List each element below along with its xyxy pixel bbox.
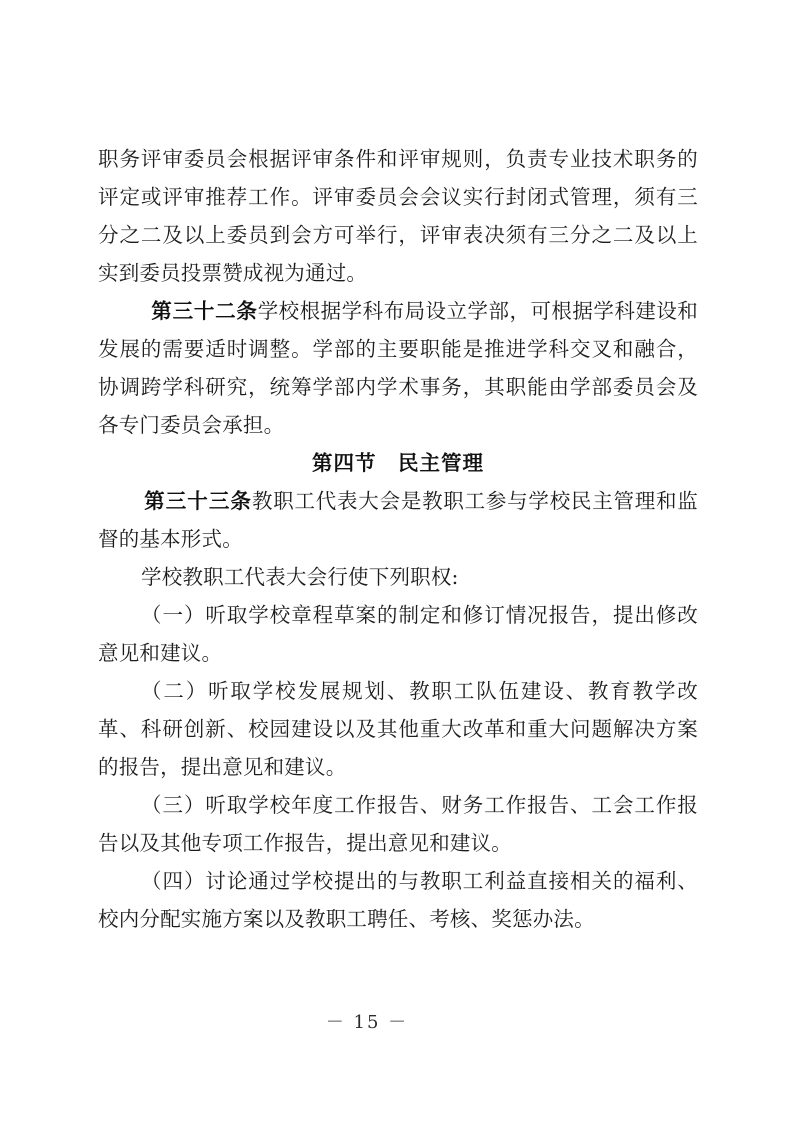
article-32-text: 学校根据学科布局设立学部，可根据学科建设和发展的需要适时调整。学部的主要职能是推进学科交叉和融合，协调跨学科研究，统筹学部内学术事务，其职能由学部委员会及各专门委员会承担。 [98, 299, 699, 437]
document-body [98, 140, 698, 938]
section-heading-4: 第四节 民主管理 [312, 451, 484, 475]
list-item-4: （四）讨论通过学校提出的与教职工利益直接相关的福利、校内分配实施方案以及教职工聘任、考核、奖惩办法。 [98, 869, 698, 931]
article-33-label: 第三十三条 [144, 489, 252, 513]
article-33-text: 教职工代表大会是教职工参与学校民主管理和监督的基本形式。 [98, 489, 699, 551]
article-32-label: 第三十二条 [151, 299, 258, 323]
article-33-paragraph [98, 482, 698, 558]
lead-in-paragraph: 学校教职工代表大会行使下列职权: [141, 565, 459, 589]
page-number: － 15 － [325, 1012, 409, 1033]
list-item-3: （三）听取学校年度工作报告、财务工作报告、工会工作报告以及其他专项工作报告，提出意见和建议。 [98, 793, 698, 855]
list-item-1: （一）听取学校章程草案的制定和修订情况报告，提出修改意见和建议。 [98, 603, 698, 665]
article-32-paragraph [98, 292, 698, 444]
paragraph-continuation: 职务评审委员会根据评审条件和评审规则，负责专业技术职务的评定或评审推荐工作。评审委员会会议实行封闭式管理，须有三分之二及以上委员到会方可举行，评审表决须有三分之二及以上实到委员投票赞成视为通过。 [98, 147, 698, 285]
list-item-2: （二）听取学校发展规划、教职工队伍建设、教育教学改革、科研创新、校园建设以及其他重大改革和重大问题解决方案的报告，提出意见和建议。 [98, 679, 698, 779]
